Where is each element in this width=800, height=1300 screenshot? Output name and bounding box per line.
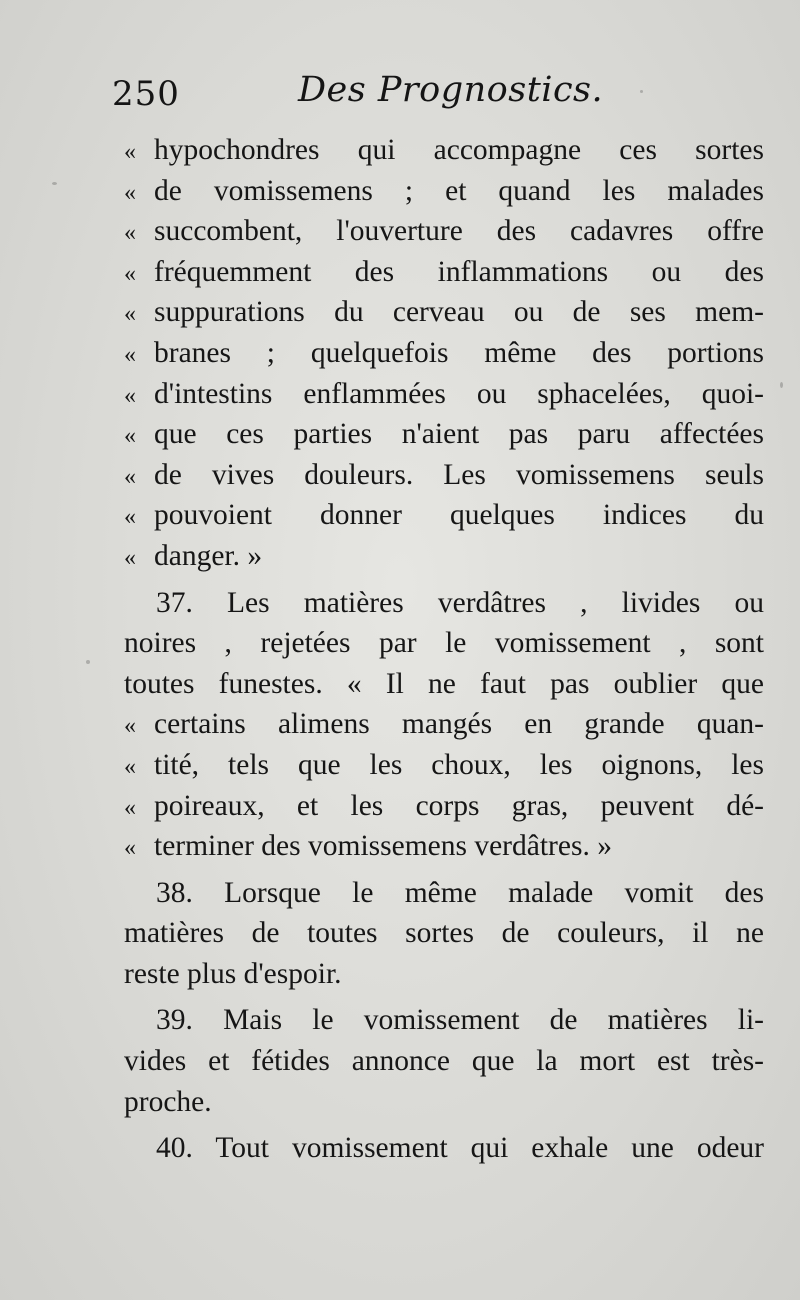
text-line [124, 786, 764, 827]
line-text: fréquemment des inflammations ou des [154, 255, 764, 288]
line-text: branes ; quelquefois même des portions [154, 336, 764, 369]
quote-mark: « [124, 260, 136, 287]
line-text: 37. Les matières verdâtres , livides ou [156, 586, 764, 619]
text-line [124, 211, 764, 252]
text-line [124, 913, 764, 954]
quote-mark: « [124, 794, 136, 821]
quote-mark: « [124, 139, 136, 165]
text-line [124, 536, 764, 577]
body-text [124, 130, 764, 1169]
quote-mark: « [124, 713, 136, 740]
line-text: d'intestins enflammées ou sphacelées, quoi- [154, 377, 764, 410]
line-text: hypochondres qui accompagne ces sortes [154, 134, 764, 166]
paper-speckle [780, 382, 783, 388]
line-text: certains alimens mangés en grande quan- [154, 708, 764, 741]
text-line [124, 455, 764, 496]
line-text: succombent, l'ouverture des cadavres offre [154, 215, 764, 248]
paper-speckle [86, 660, 90, 664]
quote-mark: « [124, 341, 136, 368]
text-line [124, 171, 764, 212]
text-line [124, 1000, 764, 1041]
quote-mark: « [124, 753, 136, 780]
quote-mark: « [124, 504, 136, 531]
text-line [124, 664, 764, 705]
line-text: vides et fétides annonce que la mort est très- [124, 1045, 764, 1078]
text-line [124, 623, 764, 664]
line-text: 39. Mais le vomissement de matières li- [156, 1004, 764, 1037]
line-text: pouvoient donner quelques indices du [154, 499, 764, 532]
line-text: suppurations du cerveau ou de ses mem- [154, 296, 764, 329]
text-line [124, 704, 764, 745]
line-text: poireaux, et les corps gras, peuvent dé- [154, 789, 764, 822]
text-line [124, 1128, 764, 1169]
quote-mark: « [124, 835, 136, 862]
line-text: noires , rejetées par le vomissement , sont [124, 627, 764, 660]
text-line [124, 1041, 764, 1082]
line-text: terminer des vomissemens verdâtres. » [154, 830, 612, 863]
quote-mark: « [124, 220, 136, 247]
quote-mark: « [124, 463, 136, 490]
line-text: tité, tels que les choux, les oignons, les [154, 748, 764, 781]
line-text: de vomissemens ; et quand les malades [154, 174, 764, 207]
text-line [124, 1082, 764, 1123]
text-line [124, 333, 764, 374]
line-text: reste plus d'espoir. [124, 957, 342, 990]
line-text: matières de toutes sortes de couleurs, il ne [124, 917, 764, 950]
text-line [124, 130, 764, 171]
quote-mark: « [124, 179, 136, 206]
page-number: 250 [112, 74, 180, 114]
line-text: proche. [124, 1085, 212, 1118]
line-text: que ces parties n'aient pas paru affectées [154, 418, 764, 451]
line-text: 38. Lorsque le même malade vomit des [156, 876, 764, 909]
quote-mark: « [124, 382, 136, 409]
text-line [124, 414, 764, 455]
text-line [124, 873, 764, 914]
text-line [124, 292, 764, 333]
line-text: de vives douleurs. Les vomissemens seuls [154, 458, 764, 491]
line-text: danger. » [154, 539, 263, 572]
text-line [124, 745, 764, 786]
text-line [124, 252, 764, 293]
line-text: 40. Tout vomissement qui exhale une odeur [156, 1132, 764, 1165]
text-line [124, 826, 764, 867]
text-line [124, 954, 764, 995]
paper-speckle [52, 182, 57, 185]
quote-mark: « [124, 423, 136, 450]
text-line [124, 583, 764, 624]
running-head [112, 70, 772, 120]
text-line [124, 374, 764, 415]
line-text: toutes funestes. « Il ne faut pas oublier que [124, 667, 764, 700]
quote-mark: « [124, 544, 136, 571]
quote-mark: « [124, 301, 136, 328]
running-title: Des Prognostics. [298, 70, 604, 110]
paper-speckle [640, 90, 643, 93]
text-line [124, 495, 764, 536]
